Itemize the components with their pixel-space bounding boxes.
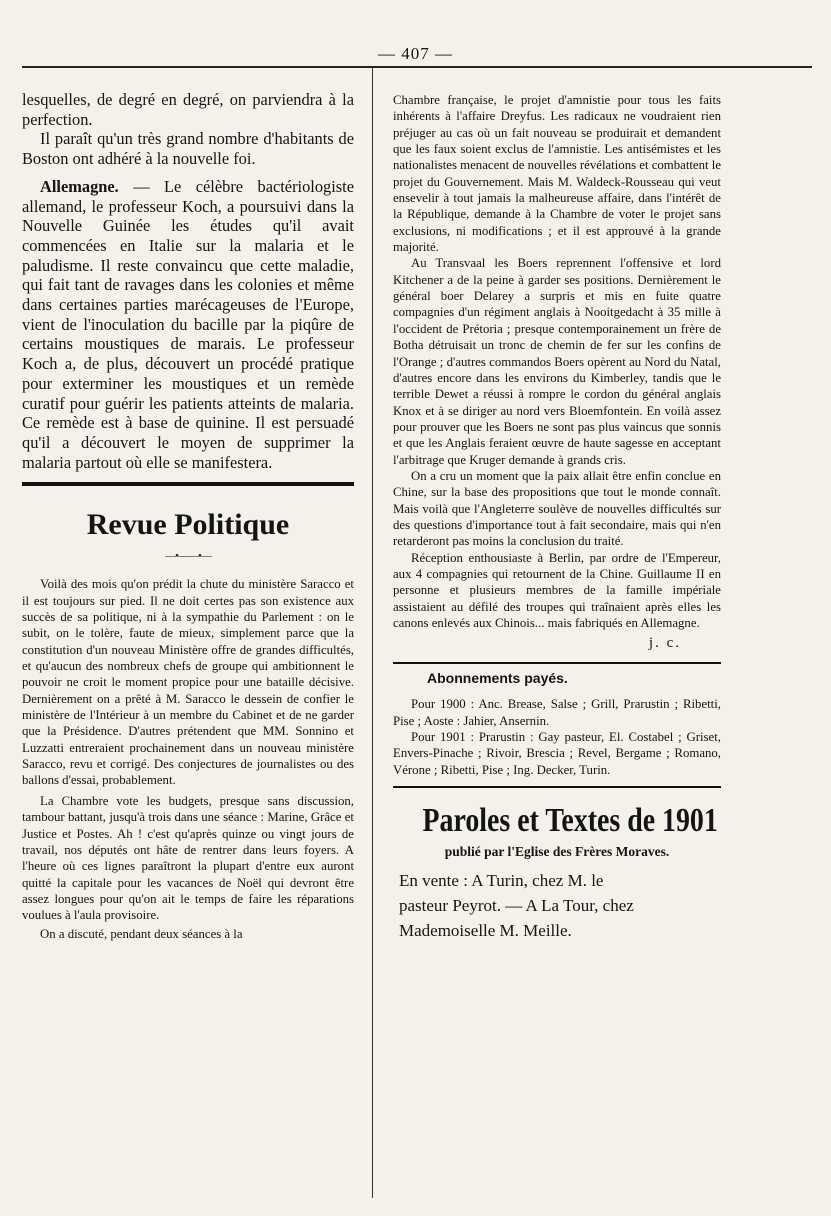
paragraph: Voilà des mois qu'on prédit la chute du ministère Saracco et il est toujours sur pied. Il ne doit certes pas son existence aux succès de sa politique, ni à la sympathie du Parlement : on le subit, on le tolère, faute de mieux, simplement parce que la constitution d'un nouveau Ministère offre de grandes difficultés, et qu'aucun des nombreux chefs de groupe qui ambitionnent le pouvoir ne croit le moment propice pour une bataille décisive. Dernièrement on a prêté à M. Saracco le dessein de confier le ministère de l'Intérieur à un membre du Cabinet et de ne garder que la Présidence. D'autres prétendent que MM. Sonnino et Luzzatti entreraient prochainement dans un nouveau ministère Saracco, revu et corrigé. Des conjectures de journalistes ou des ballons d'essai, probablement. [22, 577, 354, 788]
paragraph: lesquelles, de degré en degré, on parviendra à la perfection. [22, 90, 354, 129]
section-title: Revue Politique [86, 508, 290, 542]
paragraph: On a cru un moment que la paix allait être enfin conclue en Chine, sur la base des propositions que tout le monde connaît. Mais voilà que l'Angleterre soulève de nouvelles difficultés sur des questions d'importance tout à fait secondaire, mais qui n'en retarderont pas moins la conclusion du traité. [393, 468, 721, 549]
revue-continued [393, 92, 721, 631]
paragraph: Il paraît qu'un très grand nombre d'habitants de Boston ont adhéré à la nouvelle foi. [22, 129, 354, 169]
subscriptions-heading: Abonnements payés. [427, 670, 568, 687]
paragraph: Au Transvaal les Boers reprennent l'offensive et lord Kitchener a de la peine à garder ses positions. Dernièrement le général boer Delarey a surpris et mis en fuite quatre compagnies d'un régiment anglais à Nooitgedacht à 35 mille à l'occident de Prétoria ; presque contemporainement un frère de Botha détruisait un tronc de chemin de fer sur les confins de l'Orange ; d'autres commandos Boers opèrent au Nord du Natal, d'autres encore dans les environs du Kimberley, tandis que le terrible Dewet a réussi à rompre le cordon du général anglais Knox et à se diriger au nord vers Bloemfontein. En voilà assez pour prouver que les Boers ne sont pas plus vaincus que sonnis et que les Anglais feraient œuvre de haute sagesse en acceptant l'arbitrage que Kruger demande à grands cris. [393, 256, 721, 467]
paragraph-allemagne [22, 177, 354, 473]
paragraph-text: — Le célèbre bactériologiste allemand, le professeur Koch, a poursuivi dans la Nouvelle Guinée les études qu'il avait commencées en Italie sur la malaria et le paludisme. Il reste convaincu que cette maladie, qui fait tant de ravages dans les colonies et même dans certaines parties marécageuses de l'Europe, vient de l'inoculation du bacille par la piqûre de certains moustiques de marais. Le professeur Koch a, de plus, découvert un procédé pratique pour exterminer les moustiques et un remède curatif pour guérir les patients atteints de malaria. Ce remède est à base de quinine. Il est persuadé qu'il a découvert le moyen de supprimer la malaria partout où elle se manifestera. [22, 176, 354, 472]
ad-title: Paroles et Textes de 1901 [422, 802, 718, 840]
paragraph: Chambre française, le projet d'amnistie pour tous les faits inhérents à l'affaire Dreyfus. Les radicaux ne voudraient rien préjuger au cas où un fait nouveau se produirait et demandent que les faux soient exclus de l'amnistie. Les antisémistes et les nationalistes menacent de nouvelles révélations et combattent le projet du Gouvernement. Mais M. Waldeck-Rousseau qui veut ensevelir à tout jamais la malheureuse affaire, dans l'intérêt de la République, demande à la Chambre de voter le projet sans exclusions, ni modifications ; et il est approuvé à la grande majorité. [393, 93, 721, 255]
section-rule [22, 482, 354, 486]
paragraph: La Chambre vote les budgets, presque sans discussion, tambour battant, jusqu'à trois dans une séance : Marine, Grâce et Justice et Postes. Ah ! c'est qu'après quinze ou vingt jours de travail, nos députés ont hâte de rentrer dans leurs foyers. A l'heure où ces lignes paraîtront la plupart d'entre eux auront quitté la capitale pour les vacances de Noël qui devront être assez longues pour qu'on ait le temps de faire les réparations voulues à l'aula provisoire. [22, 793, 354, 923]
news-block [22, 90, 354, 472]
ornament: —•——•— [165, 550, 211, 563]
column-divider [372, 68, 373, 1198]
left-column [22, 90, 354, 942]
ad-line: Mademoiselle M. Meille. [399, 921, 572, 941]
signature: j. c. [648, 635, 681, 652]
page-number: — 407 — [378, 44, 453, 63]
runin-heading: Allemagne. [40, 176, 119, 196]
subscriptions-block [393, 696, 721, 778]
ad-line: En vente : A Turin, chez M. le [399, 871, 604, 891]
paragraph: Pour 1900 : Anc. Brease, Salse ; Grill, Prarustin ; Ribetti, Pise ; Aoste : Jahier, Ansernin. [393, 697, 721, 728]
ad-subtitle: publié par l'Eglise des Frères Moraves. [444, 844, 670, 860]
section-rule [393, 786, 721, 788]
paragraph: Pour 1901 : Prarustin : Gay pasteur, El. Costabel ; Griset, Envers-Pinache ; Rivoir, Brescia ; Revel, Bergame ; Romano, Vérone ; Ribetti, Pise ; Ing. Decker, Turin. [393, 730, 721, 777]
header-rule [22, 66, 812, 68]
section-rule [393, 662, 721, 664]
right-column [393, 92, 721, 943]
revue-block [22, 576, 354, 942]
paragraph: Réception enthousiaste à Berlin, par ordre de l'Empereur, aux 4 compagnies qui retournent de la Chine. Guillaume II en personne et plusieurs membres de la famille impériale assistaient au défilé des troupes qui traînaient après elles les canons enlevés aux Chinois... mais fabriqués en Allemagne. [393, 550, 721, 630]
paragraph: On a discuté, pendant deux séances à la [40, 926, 243, 941]
ad-line: pasteur Peyrot. — A La Tour, chez [399, 896, 634, 916]
